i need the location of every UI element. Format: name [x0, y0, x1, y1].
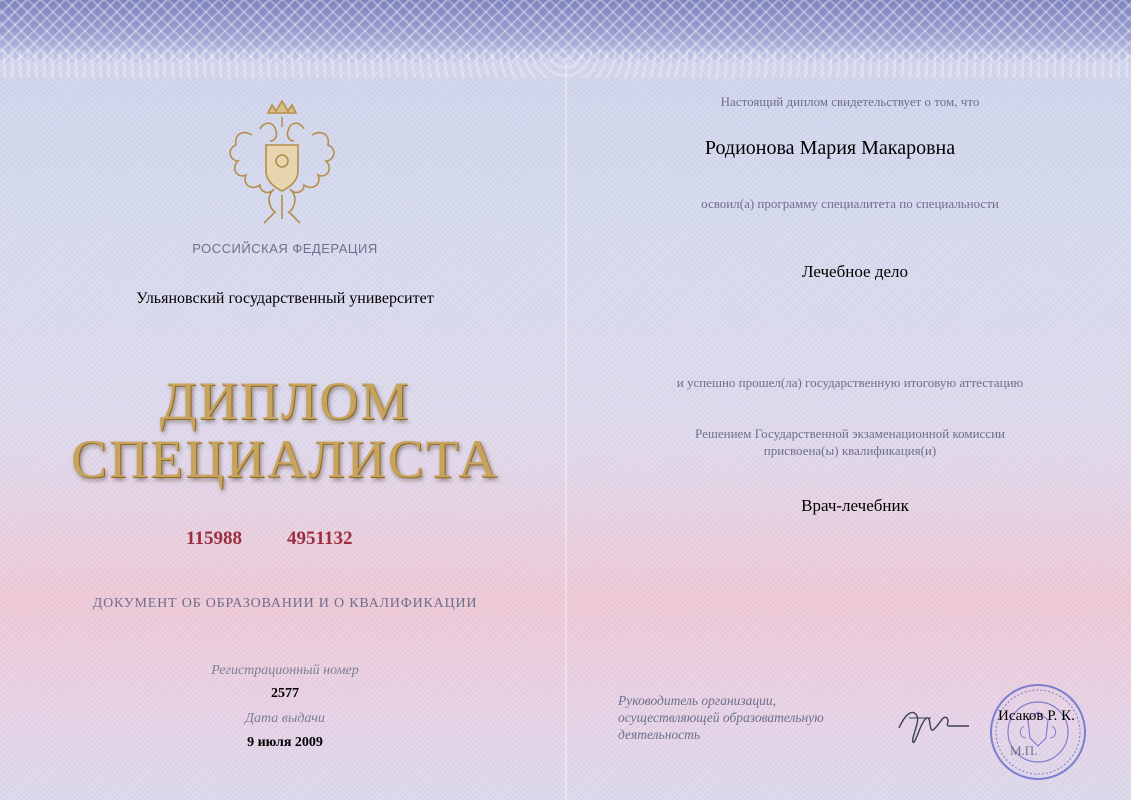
serial-number: 4951132	[287, 528, 353, 549]
specialty: Лечебное дело	[801, 262, 909, 281]
issue-date: 9 июля 2009	[247, 735, 323, 750]
head-of-organization-label	[618, 692, 878, 743]
university-name: Ульяновский государственный университет	[136, 290, 434, 307]
document-type: ДОКУМЕНТ ОБ ОБРАЗОВАНИИ И О КВАЛИФИКАЦИИ	[92, 596, 478, 611]
registration-number: 2577	[271, 686, 299, 701]
diploma-title-line2: СПЕЦИАЛИСТА	[71, 429, 499, 489]
handwritten-signature-icon	[895, 698, 975, 748]
commission-decision-line1: Решением Государственной экзаменационной комиссии	[695, 426, 1005, 441]
diploma-title-line1: ДИПЛОМ	[159, 371, 411, 431]
double-headed-eagle-emblem-icon	[222, 95, 342, 230]
seal-place-mark: М.П.	[1010, 743, 1038, 758]
federation-label: РОССИЙСКАЯ ФЕДЕРАЦИЯ	[192, 241, 378, 256]
certifies-text: Настоящий диплом свидетельствует о том, что	[720, 94, 980, 109]
holder-name: Родионова Мария Макаровна	[704, 137, 956, 159]
signer-name: Исаков Р. К.	[998, 708, 1075, 724]
commission-decision	[600, 425, 1100, 459]
serial-series: 115988	[186, 528, 242, 549]
registration-label: Регистрационный номер	[211, 663, 359, 678]
commission-decision-line2: присвоена(ы) квалификация(и)	[763, 443, 937, 458]
head-label-line2: осуществляющей образовательную	[618, 710, 824, 725]
mastered-program-text: освоил(а) программу специалитета по специальности	[701, 196, 999, 211]
page-fold	[565, 62, 567, 800]
diploma-title	[40, 372, 530, 488]
round-seal-stamp-icon	[988, 682, 1088, 782]
issue-date-label: Дата выдачи	[245, 711, 325, 726]
head-label-line1: Руководитель организации,	[618, 693, 777, 708]
attestation-text: и успешно прошел(ла) государственную итоговую аттестацию	[676, 375, 1024, 390]
qualification: Врач-лечебник	[801, 496, 909, 515]
head-label-line3: деятельность	[618, 727, 701, 742]
